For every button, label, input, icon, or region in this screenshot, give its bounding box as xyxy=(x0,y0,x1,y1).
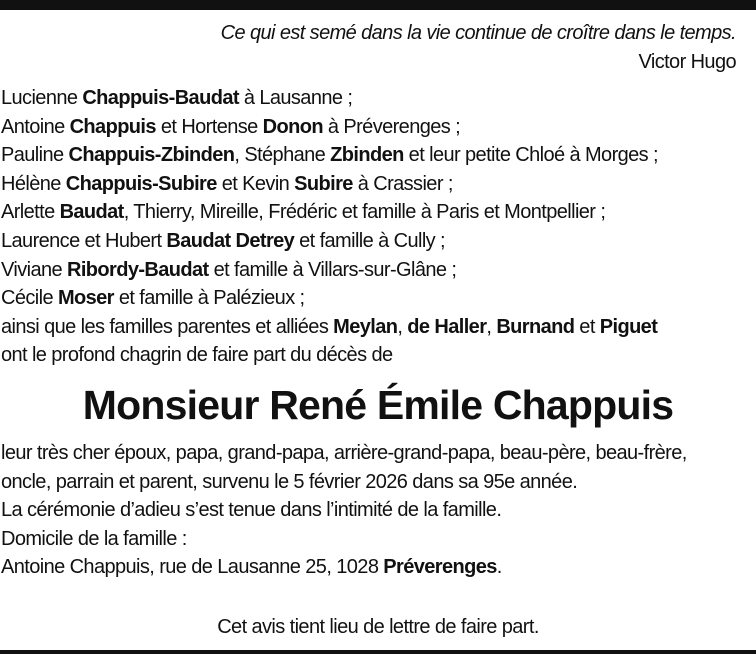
line-text: et xyxy=(574,315,600,338)
line-text: Antoine xyxy=(1,115,70,138)
line-text: à Préverenges ; xyxy=(322,115,461,138)
detail-line xyxy=(1,439,687,467)
surname-text: Chappuis-Subire xyxy=(65,172,217,195)
line-text: , Thierry, Mireille, Frédéric et famille à Paris et Montpellier ; xyxy=(123,201,606,224)
line-text: oncle, parrain et parent, survenu le 5 février 2026 dans sa 95e année. xyxy=(1,470,578,493)
line-text: Pauline xyxy=(1,144,69,167)
surname-text: Chappuis-Baudat xyxy=(82,87,239,109)
line-text: Lucienne xyxy=(1,87,83,109)
line-text: Laurence et Hubert xyxy=(1,230,167,252)
line-text: Domicile de la famille : xyxy=(1,527,187,550)
line-text: Viviane xyxy=(1,258,67,281)
surname-text: Zbinden xyxy=(330,144,404,167)
detail-line xyxy=(1,468,577,496)
detail-line xyxy=(1,525,187,553)
mourner-line xyxy=(1,256,456,284)
epigraph-quote xyxy=(36,19,736,77)
surname-text: Baudat xyxy=(59,201,124,224)
surname-text: Ribordy-Baudat xyxy=(67,258,209,281)
surname-text: Donon xyxy=(262,115,323,138)
line-text: et famille à Cully ; xyxy=(294,230,445,252)
top-border-rule xyxy=(0,0,756,10)
surname-text: Burnand xyxy=(496,315,575,338)
line-text: . xyxy=(496,556,502,579)
line-text: Antoine Chappuis, rue de Lausanne 25, 1028 xyxy=(1,556,384,579)
line-text: Hélène xyxy=(1,172,66,195)
line-text: Arlette xyxy=(1,201,60,224)
surname-text: Moser xyxy=(57,287,114,310)
line-text: et famille à Villars-sur-Glâne ; xyxy=(208,258,457,281)
mourner-line xyxy=(1,113,460,141)
mourner-line xyxy=(1,141,658,169)
line-text: et leur petite Chloé à Morges ; xyxy=(403,144,658,167)
line-text: La cérémonie d’adieu s’est tenue dans l’intimité de la famille. xyxy=(1,499,502,522)
surname-text: Subire xyxy=(294,172,353,195)
line-text: à Crassier ; xyxy=(352,172,453,195)
surname-text: de Haller xyxy=(407,315,487,338)
line-text: ainsi que les familles parentes et alliées xyxy=(1,315,334,338)
mourner-line xyxy=(1,227,445,255)
mourner-line xyxy=(1,84,352,112)
line-text: leur très cher époux, papa, grand-papa, arrière-grand-papa, beau-père, beau-frère, xyxy=(1,442,687,464)
bottom-border-rule xyxy=(0,650,756,654)
surname-text: Meylan xyxy=(333,315,398,338)
line-text: , xyxy=(486,315,497,338)
quote-text: Ce qui est semé dans la vie continue de croître dans le temps. xyxy=(220,22,736,44)
surname-text: Baudat Detrey xyxy=(166,230,295,252)
closing-statement: Cet avis tient lieu de lettre de faire part. xyxy=(217,616,539,638)
mourner-line xyxy=(1,341,392,369)
detail-line xyxy=(1,496,501,524)
mourner-line xyxy=(1,198,605,226)
line-text: , xyxy=(397,315,408,338)
mourner-line xyxy=(1,170,453,198)
surname-text: Chappuis-Zbinden xyxy=(68,144,235,167)
line-text: et Kevin xyxy=(216,172,295,195)
mourner-line xyxy=(1,284,305,312)
mourner-line xyxy=(1,313,657,341)
line-text: , Stéphane xyxy=(234,144,331,167)
line-text: à Lausanne ; xyxy=(238,87,353,109)
line-text: et Hortense xyxy=(155,115,263,138)
line-text: Cécile xyxy=(1,287,58,310)
deceased-name: Monsieur René Émile Chappuis xyxy=(82,382,674,428)
line-text: ont le profond chagrin de faire part du décès de xyxy=(1,344,393,367)
line-text: et famille à Palézieux ; xyxy=(113,287,305,310)
quote-author: Victor Hugo xyxy=(638,51,736,73)
surname-text: Préverenges xyxy=(383,556,497,579)
surname-text: Piguet xyxy=(599,315,658,338)
surname-text: Chappuis xyxy=(69,115,156,138)
detail-line xyxy=(1,553,502,581)
